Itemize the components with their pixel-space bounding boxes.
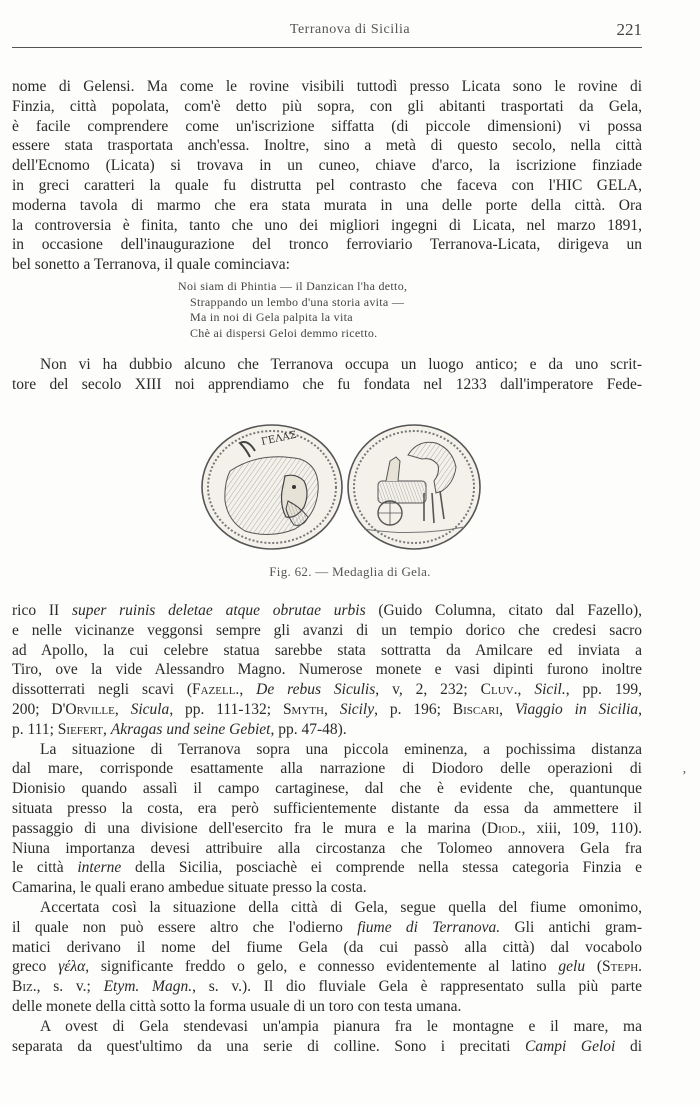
text-line: Niuna importanza devesi attribuire alla circostanza che Tolomeo annovera Gela fra xyxy=(12,839,642,857)
header-rule xyxy=(12,47,642,48)
text-line: matici derivano il nome del fiume Gela (da cui passò alla città) dal vocabolo xyxy=(12,938,642,956)
text-line: Dionisio quando assalì il campo cartaginese, dal che è evidente che, quantunque xyxy=(12,780,642,798)
text-line: le città interne della Sicilia, posciachè ei comprende nella stessa categoria Finzia e xyxy=(12,859,642,877)
text-line: moderna tavola di marmo che era stata murata in una delle porte della città. Ora xyxy=(12,196,642,214)
second-paragraph xyxy=(12,355,642,395)
text-line: Biz., s. v.; Etym. Magn., s. v.). Il dio fluviale Gela è rappresentato sulla più parte xyxy=(12,978,642,996)
text-line: nome di Gelensi. Ma come le rovine visibili tuttodì presso Licata sono le rovine di xyxy=(12,78,642,95)
text-line: dissotterrati negli scavi (Fazell., De rebus Siculis, v, 2, 232; Cluv., Sicil., pp. 199, xyxy=(12,681,642,699)
running-title: Terranova di Sicilia xyxy=(289,22,411,37)
sonnet-quotation xyxy=(178,279,407,341)
main-text xyxy=(12,601,642,1056)
text-line: e nelle vicinanze veggonsi sempre gli avanzi di un tempio dorico che credesi sacro xyxy=(12,621,642,639)
text-line: il quale non può essere altro che l'odierno fiume di Terranova. Gli antichi gram- xyxy=(12,918,643,936)
text-line: tore del secolo XIII noi apprendiamo che fu fondata nel 1233 dall'imperatore Fede- xyxy=(12,375,642,393)
text-line: La situazione di Terranova sopra una piccola eminenza, a pochissima distanza xyxy=(40,740,642,758)
text-line: ad Apollo, la cui celebre statua sarebbe stata sottratta da Amilcare ed inviata a xyxy=(12,641,642,659)
text-line: bel sonetto a Terranova, il quale cominciava: xyxy=(12,256,290,274)
poem-line: Noi siam di Phintia — il Danzican l'ha detto, xyxy=(178,279,408,293)
text-line: p. 111; Siefert, Akragas und seine Gebiet, pp. 47-48). xyxy=(12,720,347,738)
coin-illustration xyxy=(200,421,486,556)
text-line: essere stata trasportata anch'essa. Inoltre, sino a metà di questo secolo, nella città xyxy=(12,137,642,155)
text-line: Camarina, le quali erano ambedue situate presso la costa. xyxy=(12,879,367,897)
text-line: situata presso la costa, era però sufficientemente distante da essa da ammettere il xyxy=(12,799,642,817)
text-line: 200; D'Orville, Sicula, pp. 111-132; Smyth, Sicily, p. 196; Biscari, Viaggio in Sicilia, xyxy=(12,700,643,718)
text-line: in greci caratteri la quale fu distrutta pel contrasto che faceva con l'HIC GELA, xyxy=(12,176,642,194)
text-line: delle monete della città sotto la forma usuale di un toro con testa umana. xyxy=(12,997,462,1015)
figure-caption: Fig. 62. — Medaglia di Gela. xyxy=(269,564,431,579)
poem-line: Strappando un lembo d'una storia avita — xyxy=(190,294,405,309)
text-line: in occasione dell'inaugurazione del tronco ferroviario Terranova-Licata, dirigeva un xyxy=(12,236,642,254)
page-number: 221 xyxy=(616,20,642,39)
margin-mark: ʼ xyxy=(682,769,687,784)
page-header xyxy=(0,22,700,46)
text-line: dal mare, corrisponde esattamente alla narrazione di Diodoro delle operazioni di xyxy=(12,760,642,778)
poem-line: Ma in noi di Gela palpita la vita xyxy=(190,310,353,324)
text-line: dell'Ecnomo (Licata) si trovava in un cuneo, chiave d'arco, la iscrizione finziade xyxy=(12,157,642,175)
poem-line: Chè ai dispersi Geloi demmo ricetto. xyxy=(190,325,378,340)
text-line: Non vi ha dubbio alcuno che Terranova occupa un luogo antico; e da uno scrit- xyxy=(40,356,642,373)
text-line: è facile comprendere come un'iscrizione siffatta (di piccole dimensioni) vi possa xyxy=(12,117,642,135)
coin-figure xyxy=(200,421,486,556)
text-line: passaggio di una divisione dell'esercito fra le mura e la marina (Diod., xiii, 109, 110). xyxy=(12,819,642,837)
coin-legend: ΓΕΛΑΣ xyxy=(260,429,298,448)
text-line: rico II super ruinis deletae atque obrutae urbis (Guido Columna, citato dal Fazello), xyxy=(12,602,643,619)
text-line: Finzia, città popolata, com'è detto più sopra, con gli abitanti trasportati da Gela, xyxy=(12,97,642,115)
text-line: Accertata così la situazione della città di Gela, segue quella del fiume omonimo, xyxy=(40,898,642,916)
text-line: Tiro, ove la vide Alessandro Magno. Numerose monete e vasi dipinti furono inoltre xyxy=(12,661,642,679)
coin-obverse xyxy=(202,425,342,549)
text-line: A ovest di Gela stendevasi un'ampia pianura fra le montagne e il mare, ma xyxy=(40,1017,642,1035)
text-line: separata da quest'ultimo da una serie di colline. Sono i precitati Campi Geloi di xyxy=(12,1037,643,1055)
text-line: la controversia è finita, tanto che uno dei migliori ingegni di Licata, nel marzo 1891, xyxy=(12,216,642,234)
opening-paragraph xyxy=(12,77,642,275)
text-line: greco γέλα, significante freddo o gelo, e connesso evidentemente al latino gelu (Steph. xyxy=(12,958,643,976)
coin-reverse xyxy=(348,425,480,549)
